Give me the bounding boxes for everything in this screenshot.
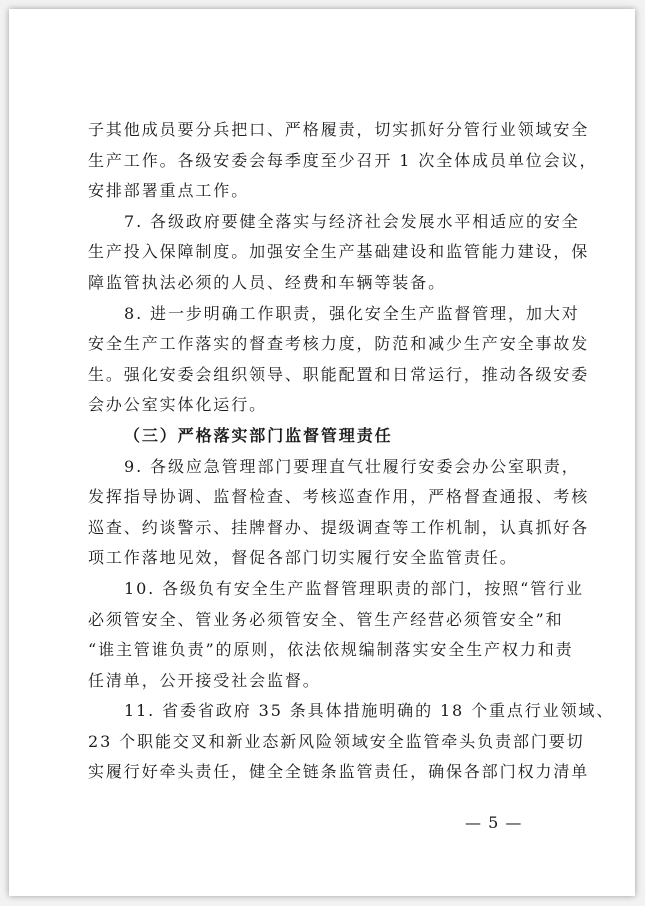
text-line: 会办公室实体化运行。 (88, 395, 268, 415)
text-line: 项工作落地见效，督促各部门切实履行安全监管责任。 (88, 548, 518, 568)
text-line: 生。强化安委会组织领导、职能配置和日常运行，推动各级安委 (88, 364, 590, 384)
text-line: 生产投入保障制度。加强安全生产基础建设和监管能力建设，保 (88, 242, 590, 262)
text-line: “谁主管谁负责”的原则，依法依规编制落实安全生产权力和责 (88, 640, 574, 660)
text-line: 巡查、约谈警示、挂牌督办、提级调查等工作机制，认真抓好各 (88, 517, 590, 537)
paragraph-11-start: 11. 省委省政府 35 条具体措施明确的 18 个重点行业领域、 (124, 701, 615, 721)
text-line: 任清单，公开接受社会监督。 (88, 670, 321, 690)
text-line: 必须管安全、管业务必须管安全、管生产经营必须管安全”和 (88, 609, 564, 629)
body-text (88, 115, 615, 788)
document-page (9, 9, 635, 896)
text-line: 23 个职能交叉和新业态新风险领域安全监管牵头负责部门要切 (88, 731, 585, 751)
text-line: 子其他成员要分兵把口、严格履责，切实抓好分管行业领域安全 (88, 120, 590, 139)
text-line: 实履行好牵头责任，健全全链条监管责任，确保各部门权力清单 (88, 762, 590, 782)
page-number: — 5 — (465, 813, 523, 832)
paragraph-10-start: 10. 各级负有安全生产监督管理职责的部门，按照“管行业 (124, 578, 584, 598)
paragraph-7-start: 7. 各级政府要健全落实与经济社会发展水平相适应的安全 (124, 211, 580, 231)
section-heading: （三）严格落实部门监督管理责任 (124, 425, 393, 445)
text-line: 发挥指导协调、监督检查、考核巡查作用，严格督查通报、考核 (88, 487, 590, 507)
text-line: 障监管执法必须的人员、经费和车辆等装备。 (88, 272, 447, 292)
text-line: 生产工作。各级安委会每季度至少召开 1 次全体成员单位会议， (88, 150, 598, 170)
text-line: 安全生产工作落实的督查考核力度，防范和减少生产安全事故发 (88, 334, 590, 354)
text-line: 安排部署重点工作。 (88, 181, 250, 201)
paragraph-8-start: 8. 进一步明确工作职责，强化安全生产监督管理，加大对 (124, 303, 580, 323)
paragraph-9-start: 9. 各级应急管理部门要理直气壮履行安委会办公室职责， (124, 456, 580, 476)
